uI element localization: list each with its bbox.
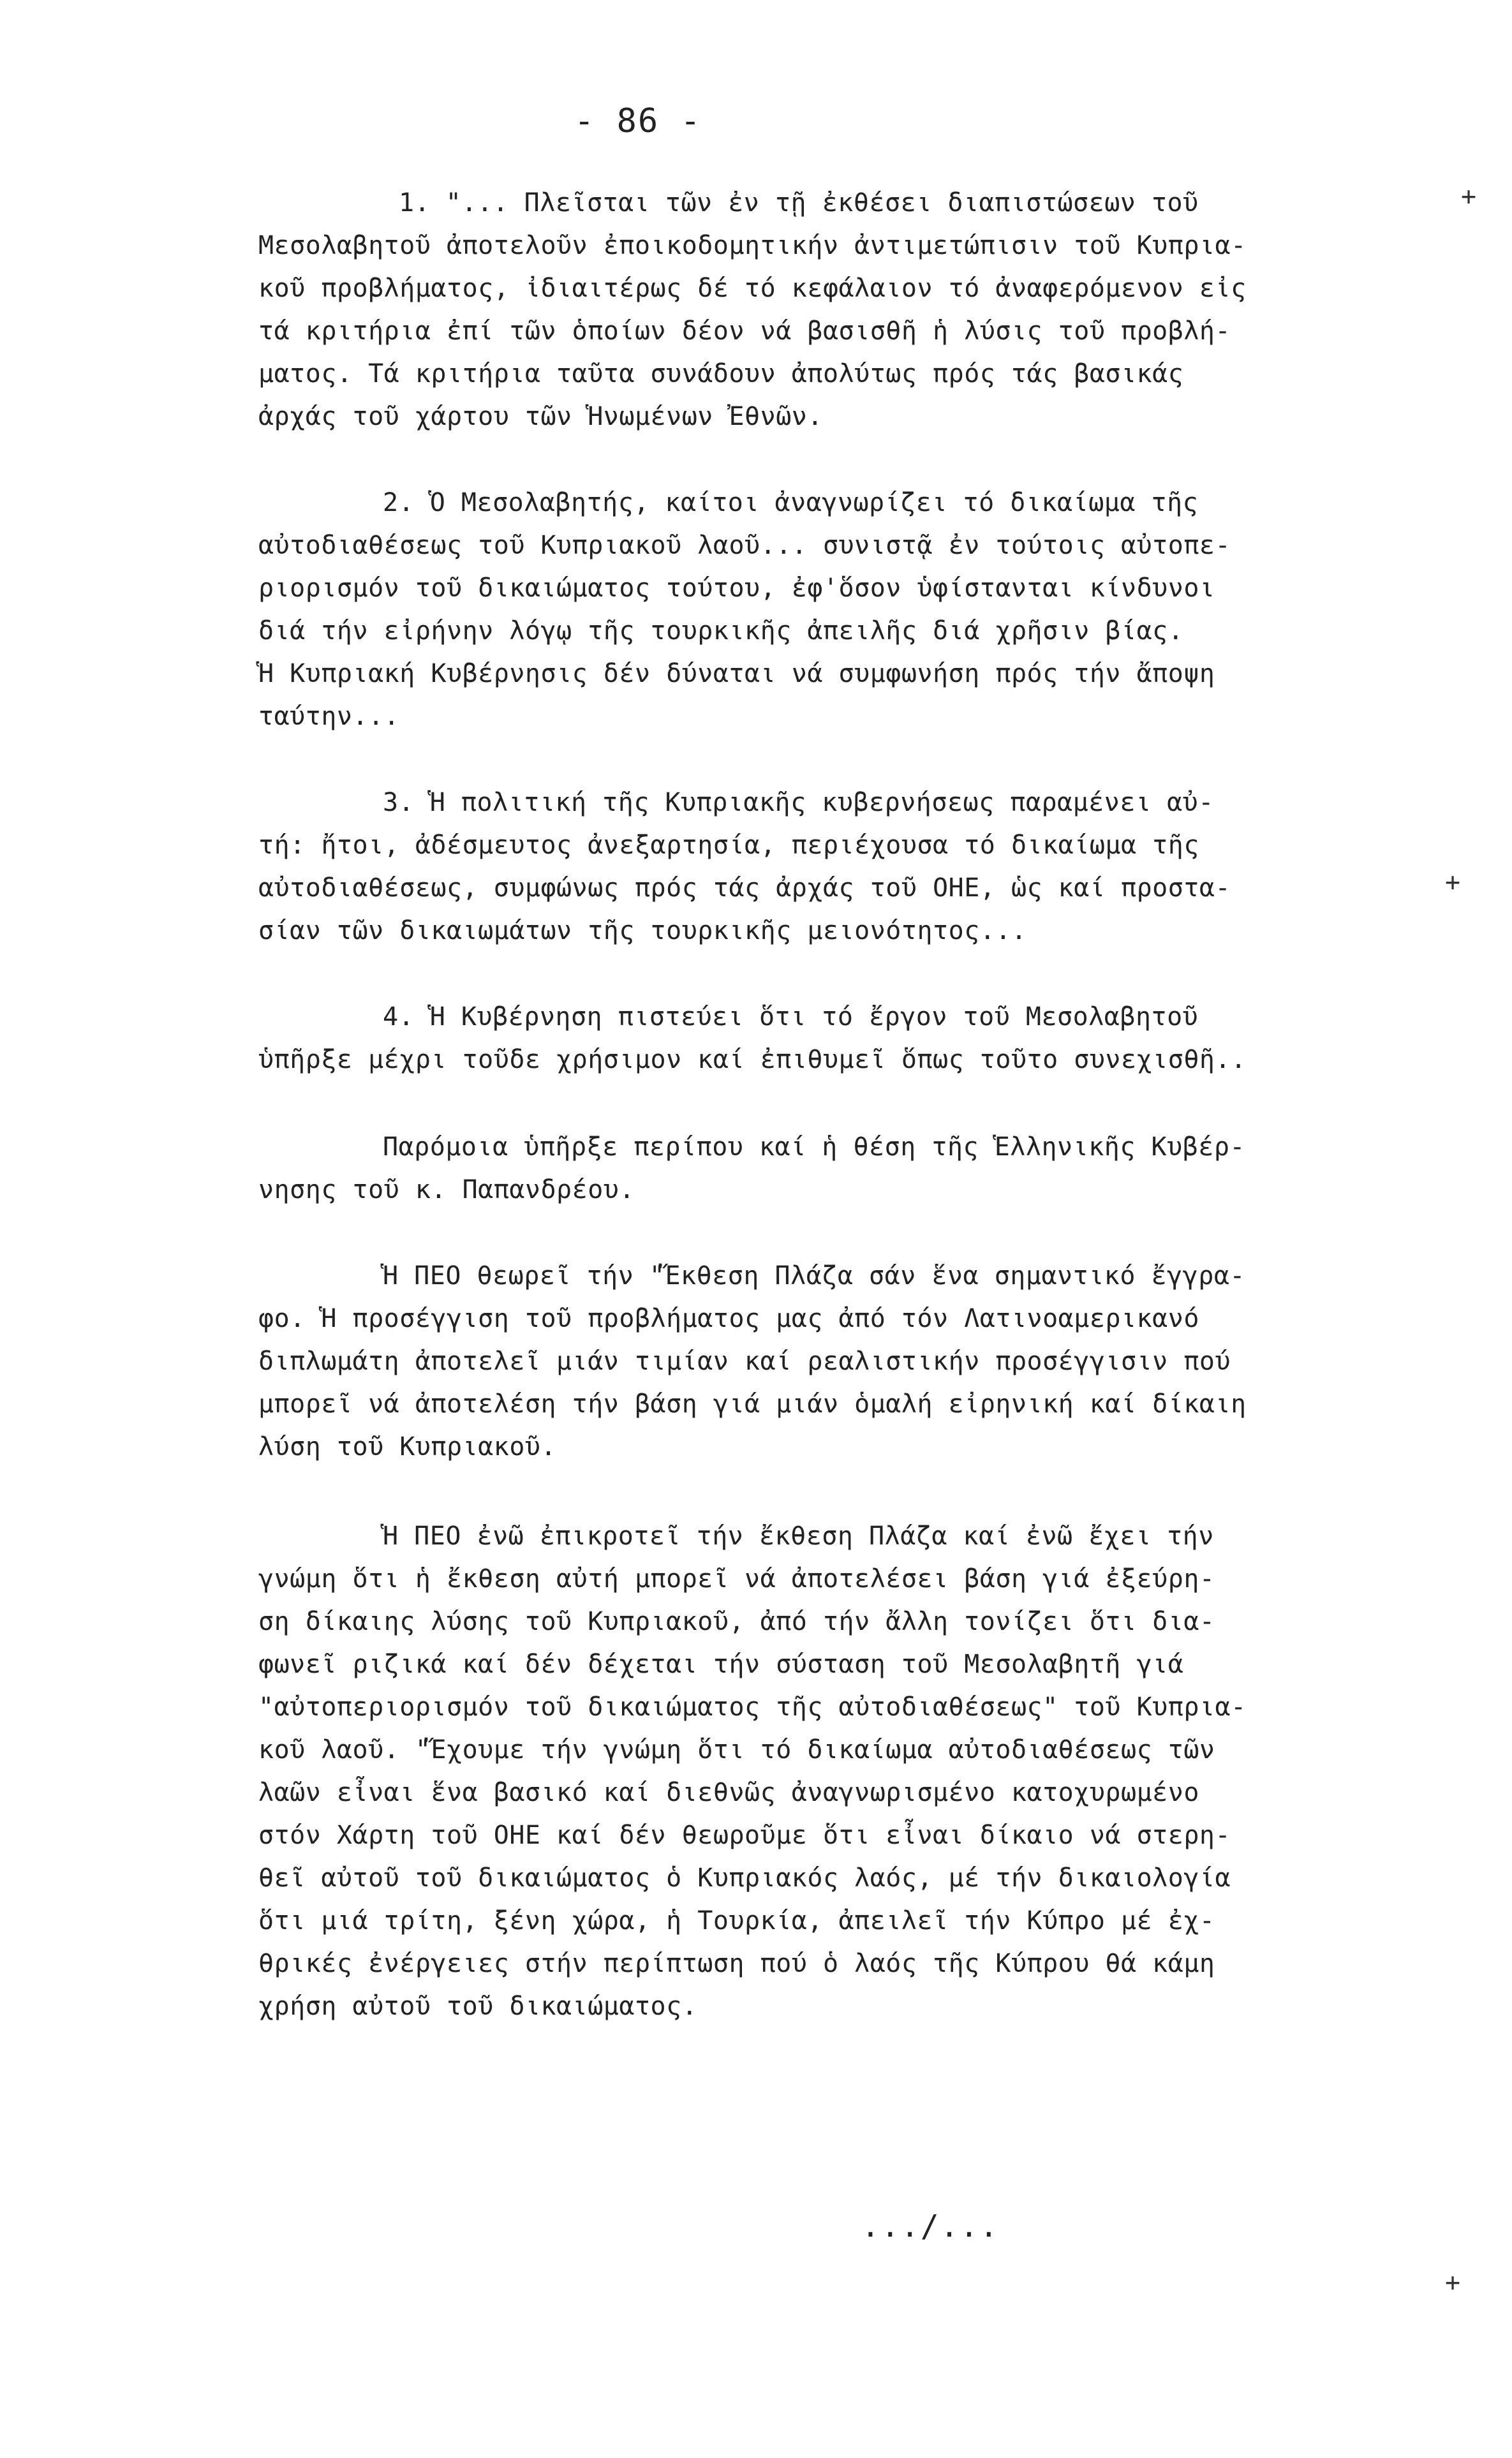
text-line: γνώμη ὅτι ἡ ἔκθεση αὐτή μπορεῖ νά ἀποτελέσει βάση γιά ἐξεύρη-: [258, 1564, 1215, 1594]
text-line: μπορεῖ νά ἀποτελέση τήν βάση γιά μιάν ὁμαλή εἰρηνική καί δίκαιη: [258, 1389, 1247, 1419]
text-line: κοῦ προβλήματος, ἰδιαιτέρως δέ τό κεφάλαιον τό ἀναφερόμενον εἰς: [258, 274, 1247, 303]
margin-cross-icon: +: [1445, 2268, 1461, 2297]
text-line: αὐτοδιαθέσεως τοῦ Κυπριακοῦ λαοῦ... συνιστᾷ ἐν τούτοις αὐτοπε-: [258, 531, 1231, 560]
text-line: ὅτι μιά τρίτη, ξένη χώρα, ἡ Τουρκία, ἀπειλεῖ τήν Κύπρο μέ ἐχ-: [258, 1906, 1215, 1936]
continuation-mark: .../...: [861, 2209, 1000, 2244]
text-line: θρικές ἐνέργειες στήν περίπτωση πού ὁ λαός τῆς Κύπρου θά κάμη: [258, 1949, 1215, 1978]
text-line: 2. Ὁ Μεσολαβητής, καίτοι ἀναγνωρίζει τό δικαίωμα τῆς: [383, 488, 1199, 517]
text-line: 1. "... Πλεῖσται τῶν ἐν τῇ ἐκθέσει διαπιστώσεων τοῦ: [399, 188, 1199, 218]
text-line: Ἡ ΠΕΟ ἐνῶ ἐπικροτεῖ τήν ἔκθεση Πλάζα καί ἐνῶ ἔχει τήν: [383, 1521, 1214, 1551]
text-line: 3. Ἡ πολιτική τῆς Κυπριακῆς κυβερνήσεως παραμένει αὐ-: [383, 788, 1214, 817]
text-line: λύση τοῦ Κυπριακοῦ.: [258, 1432, 557, 1462]
text-line: Παρόμοια ὑπῆρξε περίπου καί ἡ θέση τῆς Ἑλληνικῆς Κυβέρ-: [383, 1132, 1246, 1162]
text-line: στόν Χάρτη τοῦ ΟΗΕ καί δέν θεωροῦμε ὅτι εἶναι δίκαιο νά στερη-: [258, 1821, 1231, 1850]
text-line: κοῦ λαοῦ. "Ἔχουμε τήν γνώμη ὅτι τό δικαίωμα αὐτοδιαθέσεως τῶν: [258, 1735, 1215, 1765]
text-line: λαῶν εἶναι ἕνα βασικό καί διεθνῶς ἀναγνωρισμένο κατοχυρωμένο: [258, 1778, 1199, 1807]
text-line: τή: ἤτοι, ἀδέσμευτος ἀνεξαρτησία, περιέχουσα τό δικαίωμα τῆς: [258, 831, 1199, 860]
text-line: διπλωμάτη ἀποτελεῖ μιάν τιμίαν καί ρεαλιστικήν προσέγγισιν πού: [258, 1347, 1231, 1376]
text-line: 4. Ἡ Κυβέρνηση πιστεύει ὅτι τό ἔργον τοῦ Μεσολαβητοῦ: [383, 1002, 1199, 1032]
text-line: ματος. Τά κριτήρια ταῦτα συνάδουν ἀπολύτως πρός τάς βασικάς: [258, 359, 1184, 389]
margin-cross-icon: +: [1461, 182, 1477, 211]
text-line: ταύτην...: [258, 702, 400, 731]
text-line: φωνεῖ ριζικά καί δέν δέχεται τήν σύσταση τοῦ Μεσολαβητῆ γιά: [258, 1650, 1184, 1679]
text-line: Μεσολαβητοῦ ἀποτελοῦν ἐποικοδομητικήν ἀντιμετώπισιν τοῦ Κυπρια-: [258, 231, 1247, 260]
text-line: νησης τοῦ κ. Παπανδρέου.: [258, 1175, 635, 1204]
margin-cross-icon: +: [1445, 868, 1461, 897]
text-line: θεῖ αὐτοῦ τοῦ δικαιώματος ὁ Κυπριακός λαός, μέ τήν δικαιολογία: [258, 1863, 1231, 1893]
text-line: σίαν τῶν δικαιωμάτων τῆς τουρκικῆς μειονότητος...: [258, 916, 1027, 945]
text-line: Ἡ ΠΕΟ θεωρεῖ τήν "Ἔκθεση Πλάζα σάν ἕνα σημαντικό ἔγγρα-: [383, 1261, 1246, 1291]
text-line: τά κριτήρια ἐπί τῶν ὁποίων δέον νά βασισθῆ ἡ λύσις τοῦ προβλή-: [258, 316, 1231, 346]
text-line: ριορισμόν τοῦ δικαιώματος τούτου, ἐφ'ὅσον ὑφίστανται κίνδυνοι: [258, 574, 1215, 603]
text-line: διά τήν εἰρήνην λόγῳ τῆς τουρκικῆς ἀπειλῆς διά χρῆσιν βίας.: [258, 616, 1184, 646]
text-line: ἀρχάς τοῦ χάρτου τῶν Ἡνωμένων Ἐθνῶν.: [258, 402, 823, 431]
text-line: ὑπῆρξε μέχρι τοῦδε χρήσιμον καί ἐπιθυμεῖ ὅπως τοῦτο συνεχισθῆ..: [258, 1045, 1247, 1074]
text-line: Ἡ Κυπριακή Κυβέρνησις δέν δύναται νά συμφωνήση πρός τήν ἄποψη: [258, 659, 1215, 688]
text-line: αὐτοδιαθέσεως, συμφώνως πρός τάς ἀρχάς τοῦ ΟΗΕ, ὡς καί προστα-: [258, 873, 1231, 903]
text-line: φο. Ἡ προσέγγιση τοῦ προβλήματος μας ἀπό τόν Λατινοαμερικανό: [258, 1304, 1199, 1333]
page-number: - 86 -: [574, 102, 702, 140]
text-line: ση δίκαιης λύσης τοῦ Κυπριακοῦ, ἀπό τήν ἄλλη τονίζει ὅτι δια-: [258, 1607, 1215, 1636]
text-line: χρήση αὐτοῦ τοῦ δικαιώματος.: [258, 1992, 698, 2021]
text-line: "αὐτοπεριορισμόν τοῦ δικαιώματος τῆς αὐτοδιαθέσεως" τοῦ Κυπρια-: [258, 1692, 1247, 1722]
